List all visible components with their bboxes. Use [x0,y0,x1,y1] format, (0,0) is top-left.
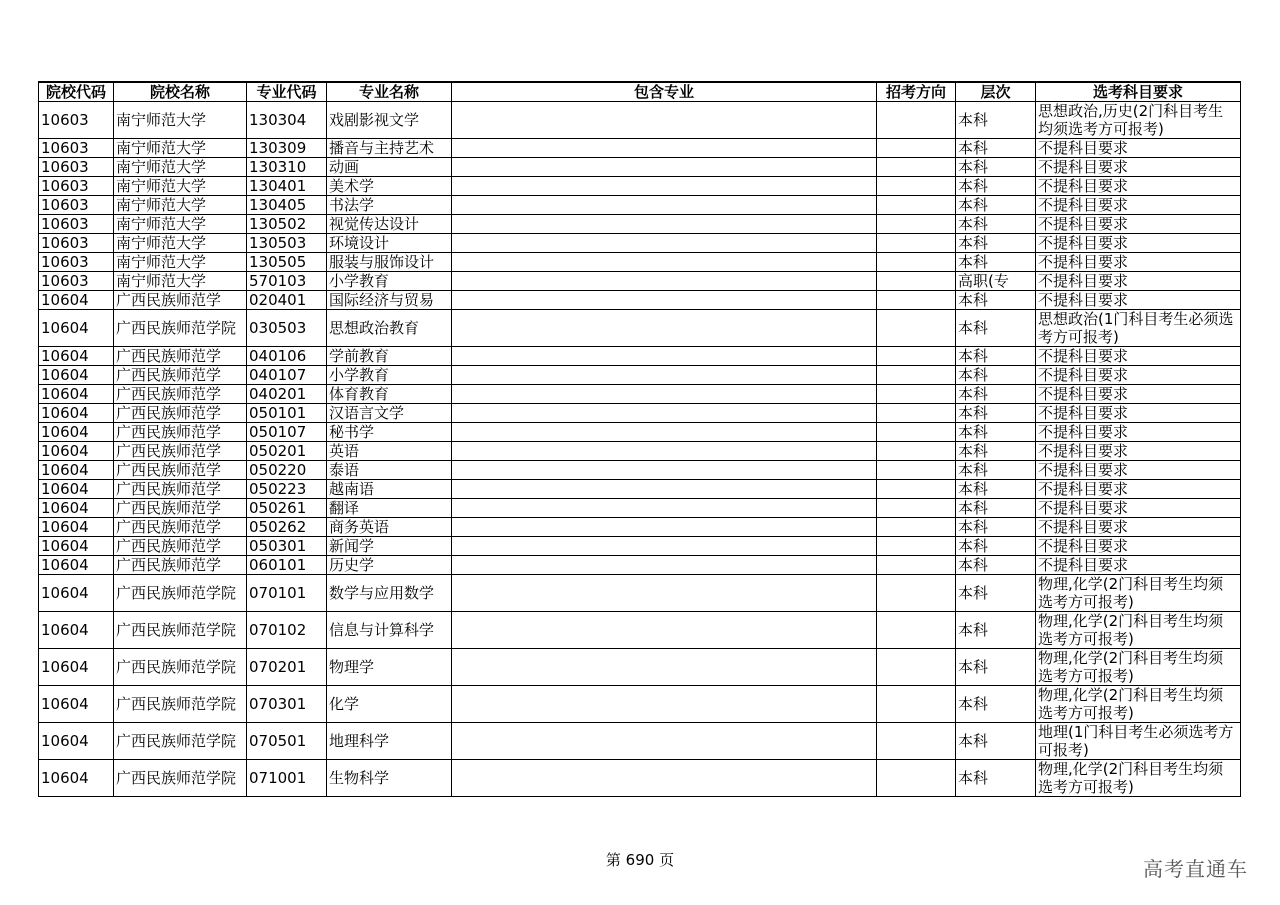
page-number: 第 690 页 [605,851,675,869]
cell-level: 本科 [956,366,1036,385]
cell-direction [877,347,956,366]
cell-major-code: 050301 [247,537,327,556]
cell-included-majors [452,234,877,253]
cell-school-name: 广西民族师范学 [114,537,247,556]
cell-school-code: 10604 [39,347,114,366]
cell-major-name: 播音与主持艺术 [327,139,452,158]
cell-direction [877,480,956,499]
cell-school-code: 10604 [39,575,114,612]
cell-major-name: 体育教育 [327,385,452,404]
cell-subject-requirements: 不提科目要求 [1036,272,1241,291]
cell-school-name: 南宁师范大学 [114,102,247,139]
cell-school-name: 广西民族师范学 [114,518,247,537]
header-row [39,82,1241,102]
cell-subject-requirements: 不提科目要求 [1036,518,1241,537]
cell-school-name: 广西民族师范学 [114,480,247,499]
cell-school-code: 10604 [39,442,114,461]
cell-major-code: 570103 [247,272,327,291]
cell-level: 本科 [956,385,1036,404]
cell-major-name: 学前教育 [327,347,452,366]
cell-major-name: 思想政治教育 [327,310,452,347]
cell-major-code: 040106 [247,347,327,366]
cell-major-name: 历史学 [327,556,452,575]
cell-subject-requirements: 物理,化学(2门科目考生均须选考方可报考) [1036,760,1241,797]
cell-major-name: 戏剧影视文学 [327,102,452,139]
cell-subject-requirements: 不提科目要求 [1036,499,1241,518]
cell-direction [877,139,956,158]
table-row [39,177,1241,196]
cell-major-name: 翻译 [327,499,452,518]
cell-major-name: 信息与计算科学 [327,612,452,649]
cell-subject-requirements: 不提科目要求 [1036,234,1241,253]
cell-level: 本科 [956,461,1036,480]
cell-level: 本科 [956,442,1036,461]
cell-subject-requirements: 不提科目要求 [1036,423,1241,442]
cell-level: 本科 [956,404,1036,423]
cell-subject-requirements: 不提科目要求 [1036,404,1241,423]
header-school-name: 院校名称 [114,82,247,102]
cell-school-name: 广西民族师范学 [114,499,247,518]
cell-school-name: 广西民族师范学院 [114,723,247,760]
cell-direction [877,253,956,272]
cell-subject-requirements: 不提科目要求 [1036,139,1241,158]
cell-major-code: 060101 [247,556,327,575]
cell-major-name: 环境设计 [327,234,452,253]
cell-major-name: 小学教育 [327,272,452,291]
cell-level: 本科 [956,723,1036,760]
cell-included-majors [452,310,877,347]
cell-subject-requirements: 不提科目要求 [1036,177,1241,196]
cell-major-name: 秘书学 [327,423,452,442]
cell-major-name: 动画 [327,158,452,177]
cell-major-name: 数学与应用数学 [327,575,452,612]
cell-school-name: 广西民族师范学院 [114,649,247,686]
cell-subject-requirements: 地理(1门科目考生必须选考方可报考) [1036,723,1241,760]
cell-major-code: 130304 [247,102,327,139]
cell-major-code: 030503 [247,310,327,347]
table-row [39,196,1241,215]
cell-school-code: 10603 [39,234,114,253]
cell-direction [877,196,956,215]
table-row [39,518,1241,537]
cell-major-code: 070301 [247,686,327,723]
cell-major-name: 服装与服饰设计 [327,253,452,272]
cell-direction [877,461,956,480]
cell-included-majors [452,366,877,385]
cell-direction [877,423,956,442]
table-row [39,686,1241,723]
cell-direction [877,291,956,310]
cell-included-majors [452,575,877,612]
cell-level: 本科 [956,310,1036,347]
table-body [39,102,1241,797]
table-row [39,499,1241,518]
cell-included-majors [452,158,877,177]
cell-included-majors [452,385,877,404]
cell-included-majors [452,139,877,158]
cell-included-majors [452,196,877,215]
table-row [39,480,1241,499]
table-row [39,139,1241,158]
cell-level: 本科 [956,253,1036,272]
cell-school-code: 10604 [39,649,114,686]
cell-included-majors [452,291,877,310]
cell-subject-requirements: 不提科目要求 [1036,480,1241,499]
cell-included-majors [452,649,877,686]
cell-direction [877,177,956,196]
cell-subject-requirements: 不提科目要求 [1036,385,1241,404]
cell-school-name: 广西民族师范学 [114,385,247,404]
cell-included-majors [452,537,877,556]
cell-level: 本科 [956,686,1036,723]
table-row [39,272,1241,291]
cell-subject-requirements: 不提科目要求 [1036,215,1241,234]
header-major-code: 专业代码 [247,82,327,102]
cell-direction [877,158,956,177]
cell-school-name: 广西民族师范学 [114,556,247,575]
cell-included-majors [452,215,877,234]
cell-school-code: 10604 [39,423,114,442]
cell-included-majors [452,177,877,196]
cell-level: 本科 [956,102,1036,139]
cell-subject-requirements: 不提科目要求 [1036,347,1241,366]
watermark-text: 高考直通车 [1143,857,1248,881]
cell-level: 本科 [956,177,1036,196]
cell-school-code: 10604 [39,518,114,537]
cell-school-name: 南宁师范大学 [114,253,247,272]
cell-included-majors [452,686,877,723]
cell-major-code: 071001 [247,760,327,797]
cell-level: 本科 [956,649,1036,686]
table-row [39,612,1241,649]
cell-level: 本科 [956,518,1036,537]
cell-school-code: 10603 [39,102,114,139]
cell-school-code: 10603 [39,139,114,158]
cell-school-code: 10603 [39,215,114,234]
cell-major-name: 商务英语 [327,518,452,537]
table-row [39,556,1241,575]
cell-level: 本科 [956,347,1036,366]
cell-school-code: 10603 [39,253,114,272]
cell-major-name: 书法学 [327,196,452,215]
cell-major-code: 130502 [247,215,327,234]
cell-major-code: 040107 [247,366,327,385]
cell-included-majors [452,272,877,291]
cell-school-name: 广西民族师范学院 [114,310,247,347]
cell-level: 本科 [956,234,1036,253]
cell-level: 本科 [956,499,1036,518]
cell-major-code: 050223 [247,480,327,499]
cell-subject-requirements: 物理,化学(2门科目考生均须选考方可报考) [1036,686,1241,723]
cell-school-name: 南宁师范大学 [114,215,247,234]
cell-school-code: 10604 [39,385,114,404]
cell-included-majors [452,612,877,649]
cell-school-code: 10603 [39,158,114,177]
cell-school-code: 10603 [39,177,114,196]
cell-major-code: 050101 [247,404,327,423]
cell-school-name: 广西民族师范学院 [114,575,247,612]
cell-subject-requirements: 思想政治(1门科目考生必须选考方可报考) [1036,310,1241,347]
cell-level: 本科 [956,480,1036,499]
cell-subject-requirements: 不提科目要求 [1036,366,1241,385]
cell-school-name: 南宁师范大学 [114,139,247,158]
cell-major-name: 国际经济与贸易 [327,291,452,310]
cell-major-name: 地理科学 [327,723,452,760]
header-school-code: 院校代码 [39,82,114,102]
cell-included-majors [452,760,877,797]
cell-direction [877,272,956,291]
cell-included-majors [452,499,877,518]
cell-school-name: 广西民族师范学 [114,442,247,461]
header-included-majors: 包含专业 [452,82,877,102]
cell-school-code: 10604 [39,612,114,649]
cell-level: 高职(专 [956,272,1036,291]
cell-level: 本科 [956,575,1036,612]
cell-school-code: 10603 [39,196,114,215]
cell-level: 本科 [956,556,1036,575]
cell-school-name: 广西民族师范学院 [114,760,247,797]
cell-major-code: 050220 [247,461,327,480]
admission-requirements-table [38,81,1241,797]
cell-subject-requirements: 物理,化学(2门科目考生均须选考方可报考) [1036,612,1241,649]
cell-included-majors [452,442,877,461]
cell-major-code: 050261 [247,499,327,518]
cell-direction [877,310,956,347]
cell-direction [877,102,956,139]
cell-direction [877,404,956,423]
cell-direction [877,556,956,575]
cell-subject-requirements: 不提科目要求 [1036,196,1241,215]
cell-included-majors [452,461,877,480]
cell-direction [877,575,956,612]
cell-major-code: 050262 [247,518,327,537]
cell-included-majors [452,423,877,442]
cell-school-name: 广西民族师范学 [114,347,247,366]
header-level: 层次 [956,82,1036,102]
table-row [39,102,1241,139]
cell-subject-requirements: 不提科目要求 [1036,442,1241,461]
cell-subject-requirements: 不提科目要求 [1036,291,1241,310]
cell-major-code: 130309 [247,139,327,158]
table-row [39,442,1241,461]
cell-school-name: 广西民族师范学院 [114,612,247,649]
cell-school-name: 南宁师范大学 [114,272,247,291]
cell-major-code: 070501 [247,723,327,760]
table-row [39,291,1241,310]
cell-major-name: 化学 [327,686,452,723]
table-row [39,234,1241,253]
cell-school-code: 10604 [39,537,114,556]
cell-subject-requirements: 不提科目要求 [1036,253,1241,272]
cell-major-name: 视觉传达设计 [327,215,452,234]
cell-direction [877,442,956,461]
cell-school-name: 广西民族师范学 [114,461,247,480]
table-row [39,215,1241,234]
cell-subject-requirements: 物理,化学(2门科目考生均须选考方可报考) [1036,575,1241,612]
cell-level: 本科 [956,139,1036,158]
cell-major-name: 美术学 [327,177,452,196]
cell-direction [877,723,956,760]
cell-major-name: 新闻学 [327,537,452,556]
table-row [39,760,1241,797]
cell-included-majors [452,347,877,366]
cell-major-code: 070102 [247,612,327,649]
cell-level: 本科 [956,612,1036,649]
cell-included-majors [452,556,877,575]
table-row [39,423,1241,442]
cell-subject-requirements: 思想政治,历史(2门科目考生均须选考方可报考) [1036,102,1241,139]
table-row [39,404,1241,423]
cell-school-name: 广西民族师范学 [114,404,247,423]
cell-major-code: 130310 [247,158,327,177]
cell-school-code: 10604 [39,499,114,518]
cell-major-code: 130401 [247,177,327,196]
cell-school-name: 南宁师范大学 [114,177,247,196]
cell-major-code: 130505 [247,253,327,272]
cell-subject-requirements: 物理,化学(2门科目考生均须选考方可报考) [1036,649,1241,686]
cell-school-code: 10604 [39,461,114,480]
cell-major-code: 050201 [247,442,327,461]
table-row [39,385,1241,404]
cell-direction [877,385,956,404]
cell-school-name: 南宁师范大学 [114,196,247,215]
cell-school-code: 10604 [39,366,114,385]
cell-major-name: 生物科学 [327,760,452,797]
header-major-name: 专业名称 [327,82,452,102]
cell-major-code: 020401 [247,291,327,310]
table-row [39,461,1241,480]
cell-direction [877,760,956,797]
cell-major-name: 汉语言文学 [327,404,452,423]
cell-subject-requirements: 不提科目要求 [1036,158,1241,177]
cell-major-name: 小学教育 [327,366,452,385]
cell-level: 本科 [956,760,1036,797]
cell-school-name: 广西民族师范学 [114,291,247,310]
cell-level: 本科 [956,291,1036,310]
cell-major-name: 物理学 [327,649,452,686]
cell-direction [877,366,956,385]
cell-school-code: 10604 [39,291,114,310]
cell-direction [877,612,956,649]
cell-school-code: 10604 [39,686,114,723]
cell-major-code: 040201 [247,385,327,404]
cell-subject-requirements: 不提科目要求 [1036,461,1241,480]
cell-major-code: 130503 [247,234,327,253]
cell-school-code: 10604 [39,310,114,347]
cell-subject-requirements: 不提科目要求 [1036,556,1241,575]
cell-included-majors [452,253,877,272]
cell-school-code: 10604 [39,556,114,575]
header-subject-requirements: 选考科目要求 [1036,82,1241,102]
table-row [39,537,1241,556]
cell-level: 本科 [956,215,1036,234]
cell-school-code: 10604 [39,760,114,797]
cell-included-majors [452,404,877,423]
cell-school-name: 广西民族师范学院 [114,686,247,723]
cell-included-majors [452,102,877,139]
cell-school-name: 广西民族师范学 [114,423,247,442]
cell-level: 本科 [956,423,1036,442]
cell-major-code: 070101 [247,575,327,612]
cell-level: 本科 [956,158,1036,177]
cell-direction [877,215,956,234]
cell-direction [877,499,956,518]
cell-school-name: 南宁师范大学 [114,234,247,253]
cell-major-name: 英语 [327,442,452,461]
table-row [39,649,1241,686]
cell-direction [877,537,956,556]
cell-included-majors [452,480,877,499]
table-row [39,253,1241,272]
table-row [39,366,1241,385]
cell-included-majors [452,723,877,760]
cell-school-name: 南宁师范大学 [114,158,247,177]
cell-direction [877,649,956,686]
cell-school-code: 10604 [39,723,114,760]
table-row [39,575,1241,612]
cell-school-name: 广西民族师范学 [114,366,247,385]
cell-major-name: 泰语 [327,461,452,480]
header-direction: 招考方向 [877,82,956,102]
cell-major-code: 070201 [247,649,327,686]
cell-subject-requirements: 不提科目要求 [1036,537,1241,556]
cell-direction [877,518,956,537]
cell-major-code: 050107 [247,423,327,442]
table-row [39,723,1241,760]
cell-school-code: 10604 [39,480,114,499]
cell-level: 本科 [956,196,1036,215]
cell-major-code: 130405 [247,196,327,215]
cell-included-majors [452,518,877,537]
cell-level: 本科 [956,537,1036,556]
table-row [39,158,1241,177]
cell-school-code: 10604 [39,404,114,423]
cell-direction [877,234,956,253]
cell-school-code: 10603 [39,272,114,291]
cell-major-name: 越南语 [327,480,452,499]
table-row [39,347,1241,366]
table-row [39,310,1241,347]
cell-direction [877,686,956,723]
